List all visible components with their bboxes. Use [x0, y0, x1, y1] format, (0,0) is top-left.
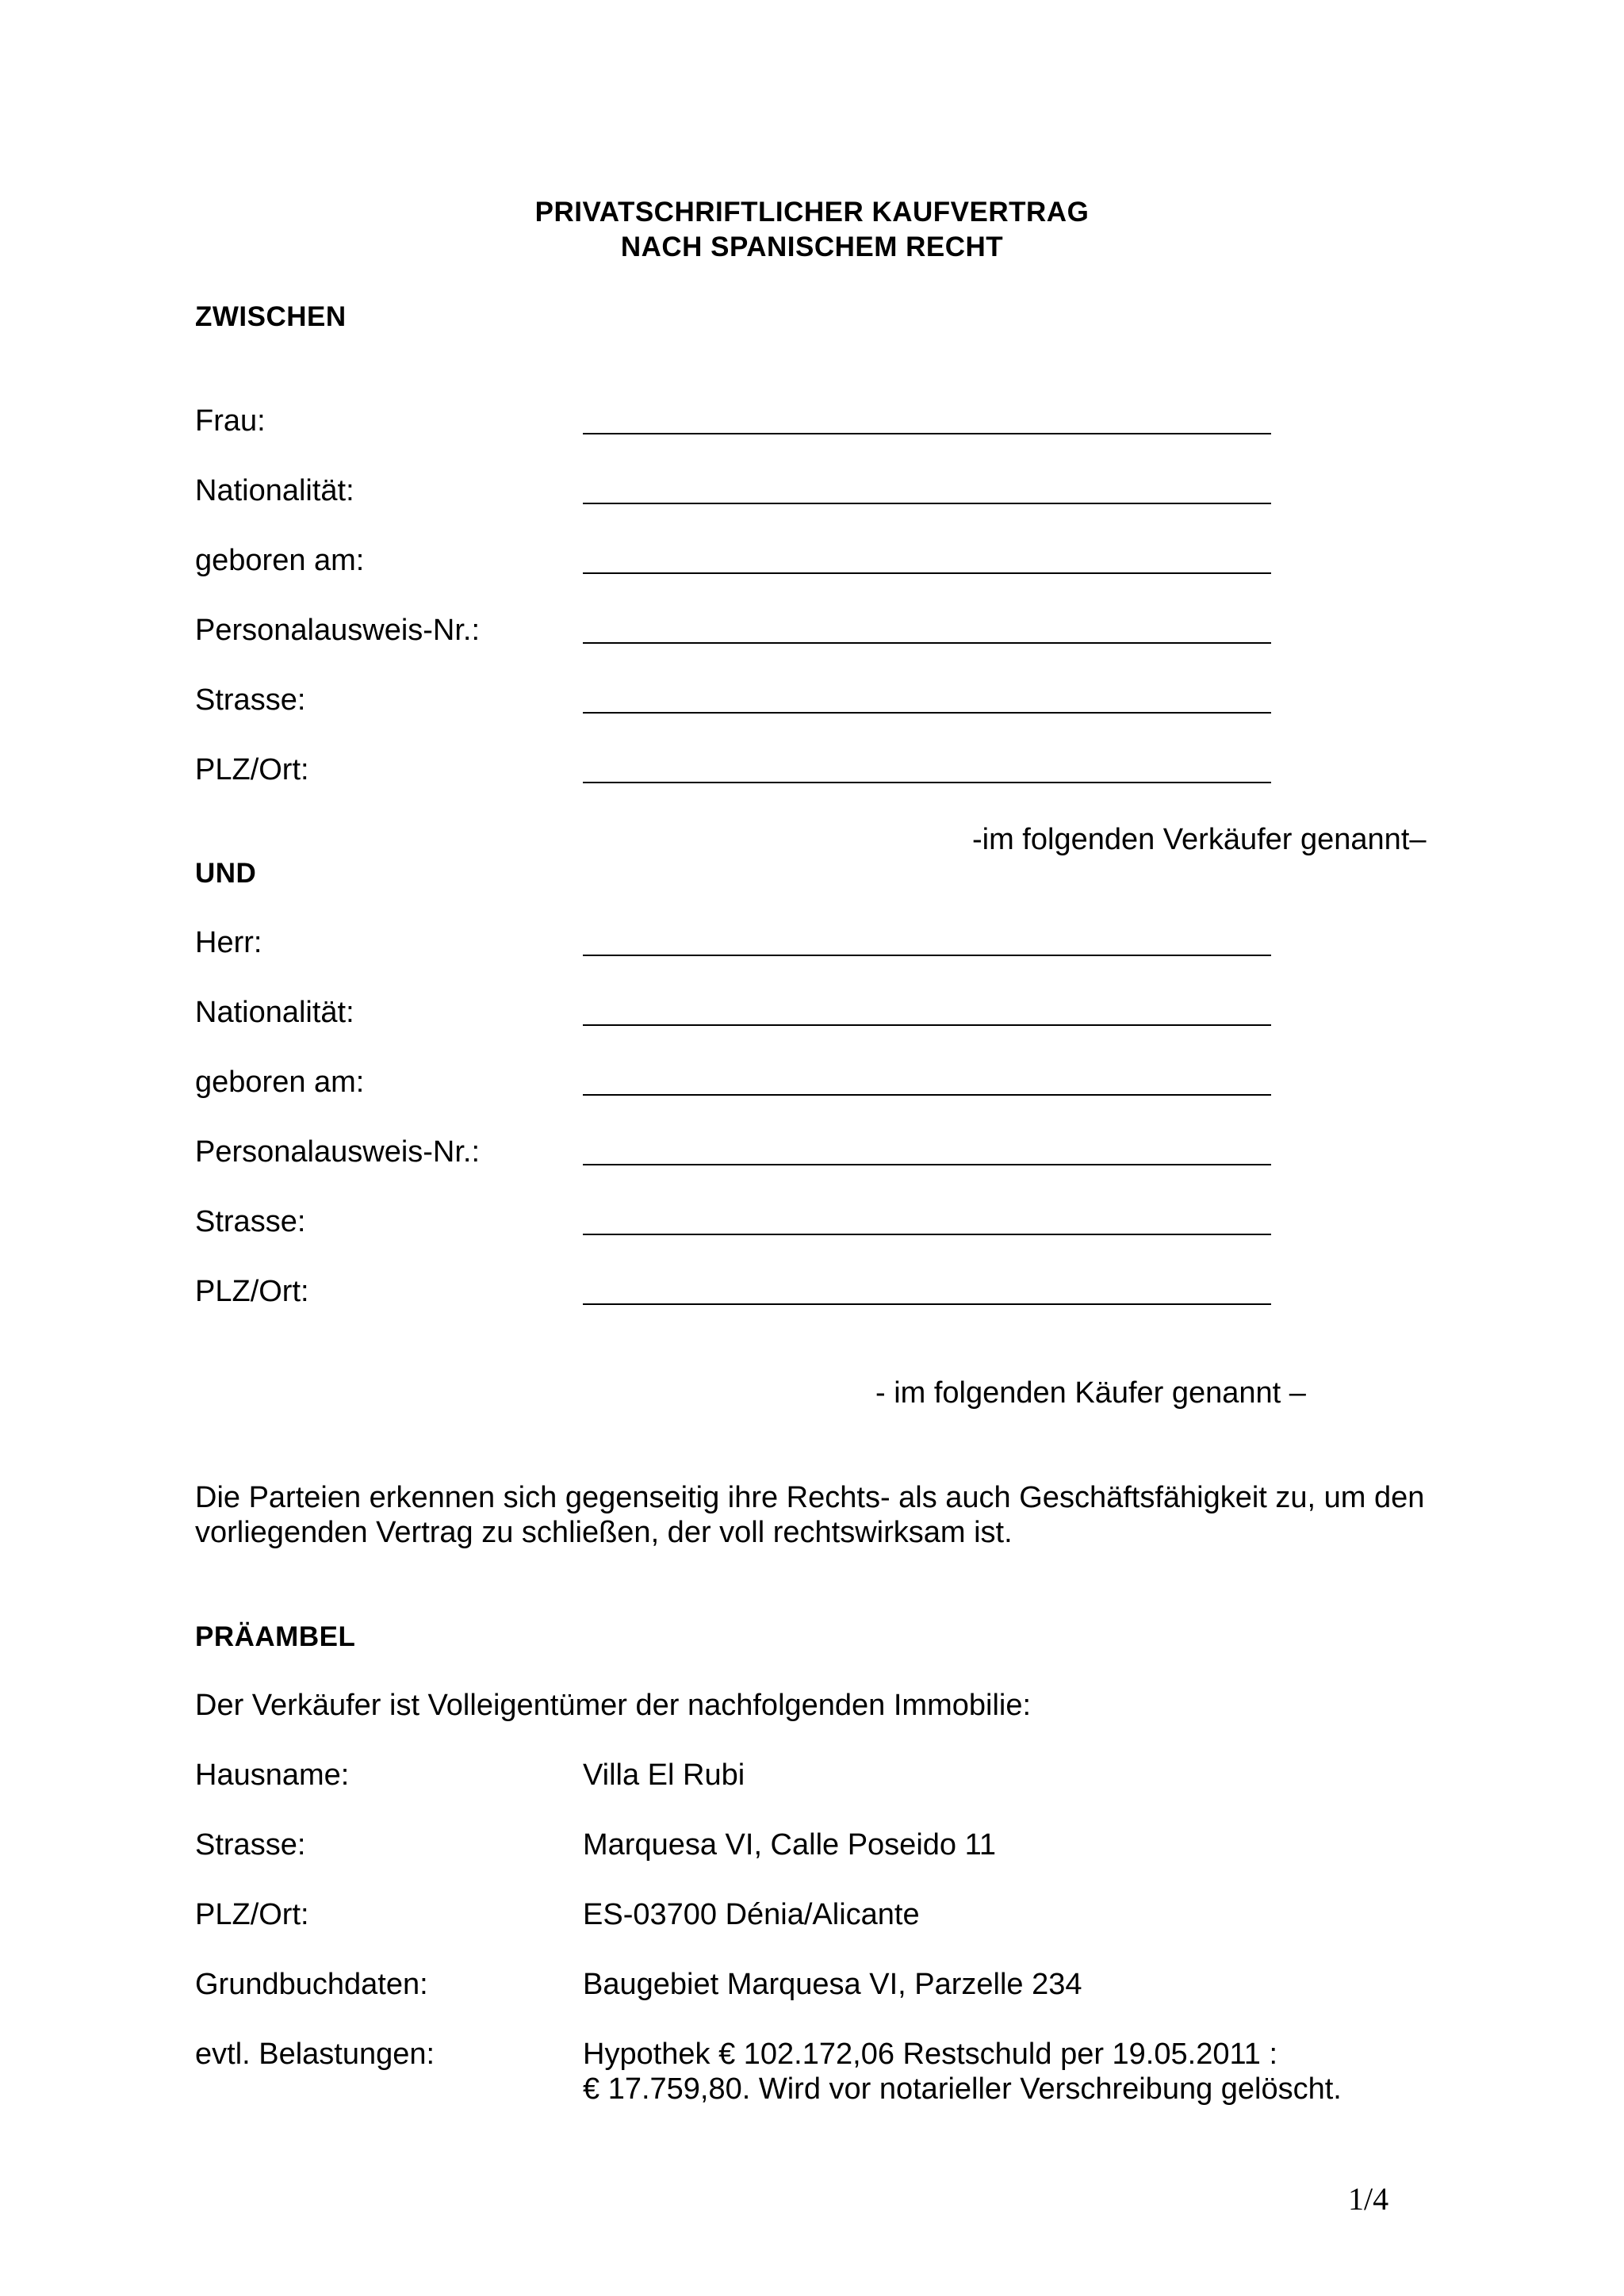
buyer-field-line-id-number[interactable]: [583, 1164, 1271, 1165]
seller-field-label-frau: Frau:: [195, 404, 266, 438]
buyer-field-line-birthdate[interactable]: [583, 1094, 1271, 1096]
property-label-encumbrances: evtl. Belastungen:: [195, 2038, 435, 2071]
buyer-field-line-nationality[interactable]: [583, 1024, 1271, 1026]
seller-field-label-birthdate: geboren am:: [195, 544, 365, 577]
parties-paragraph-line-1: Die Parteien erkennen sich gegenseitig ihre Rechts- als auch Geschäftsfähigkeit zu, um den: [195, 1481, 1425, 1514]
seller-field-line-zip-city[interactable]: [583, 782, 1271, 783]
property-label-land-registry: Grundbuchdaten:: [195, 1968, 428, 2001]
seller-field-line-street[interactable]: [583, 712, 1271, 714]
seller-field-line-nationality[interactable]: [583, 503, 1271, 504]
buyer-field-label-herr: Herr:: [195, 926, 262, 959]
buyer-heading: UND: [195, 858, 257, 889]
buyer-field-line-zip-city[interactable]: [583, 1303, 1271, 1305]
property-label-street: Strasse:: [195, 1828, 306, 1862]
seller-field-label-nationality: Nationalität:: [195, 474, 354, 507]
buyer-field-label-nationality: Nationalität:: [195, 996, 354, 1029]
seller-heading: ZWISCHEN: [195, 301, 347, 332]
buyer-field-line-herr[interactable]: [583, 955, 1271, 956]
property-value-encumbrances-line-1: Hypothek € 102.172,06 Restschuld per 19.05.2011 :: [583, 2038, 1278, 2071]
seller-field-line-birthdate[interactable]: [583, 572, 1271, 574]
buyer-field-label-id-number: Personalausweis-Nr.:: [195, 1135, 481, 1169]
seller-field-label-zip-city: PLZ/Ort:: [195, 753, 309, 786]
property-value-zip-city: ES-03700 Dénia/Alicante: [583, 1898, 920, 1931]
buyer-field-label-zip-city: PLZ/Ort:: [195, 1275, 309, 1308]
seller-field-label-street: Strasse:: [195, 683, 306, 717]
preamble-heading: PRÄAMBEL: [195, 1621, 356, 1652]
seller-field-line-id-number[interactable]: [583, 642, 1271, 644]
property-label-house-name: Hausname:: [195, 1758, 350, 1792]
document-title-line-2: NACH SPANISCHEM RECHT: [620, 232, 1004, 262]
property-value-street: Marquesa VI, Calle Poseido 11: [583, 1828, 997, 1862]
page-number: 1/4: [1348, 2181, 1389, 2217]
preamble-intro: Der Verkäufer ist Volleigentümer der nachfolgenden Immobilie:: [195, 1689, 1032, 1722]
buyer-field-label-birthdate: geboren am:: [195, 1066, 365, 1099]
buyer-field-line-street[interactable]: [583, 1234, 1271, 1235]
property-value-land-registry: Baugebiet Marquesa VI, Parzelle 234: [583, 1968, 1082, 2001]
property-value-encumbrances-line-2: € 17.759,80. Wird vor notarieller Verschreibung gelöscht.: [583, 2072, 1342, 2106]
seller-role-note: -im folgenden Verkäufer genannt–: [972, 823, 1427, 856]
seller-field-line-frau[interactable]: [583, 433, 1271, 434]
buyer-field-label-street: Strasse:: [195, 1205, 306, 1238]
property-value-house-name: Villa El Rubi: [583, 1758, 745, 1792]
document-title-line-1: PRIVATSCHRIFTLICHER KAUFVERTRAG: [534, 197, 1090, 228]
seller-field-label-id-number: Personalausweis-Nr.:: [195, 614, 481, 647]
property-label-zip-city: PLZ/Ort:: [195, 1898, 309, 1931]
buyer-role-note: - im folgenden Käufer genannt –: [875, 1376, 1306, 1410]
parties-paragraph-line-2: vorliegenden Vertrag zu schließen, der voll rechtswirksam ist.: [195, 1516, 1013, 1549]
